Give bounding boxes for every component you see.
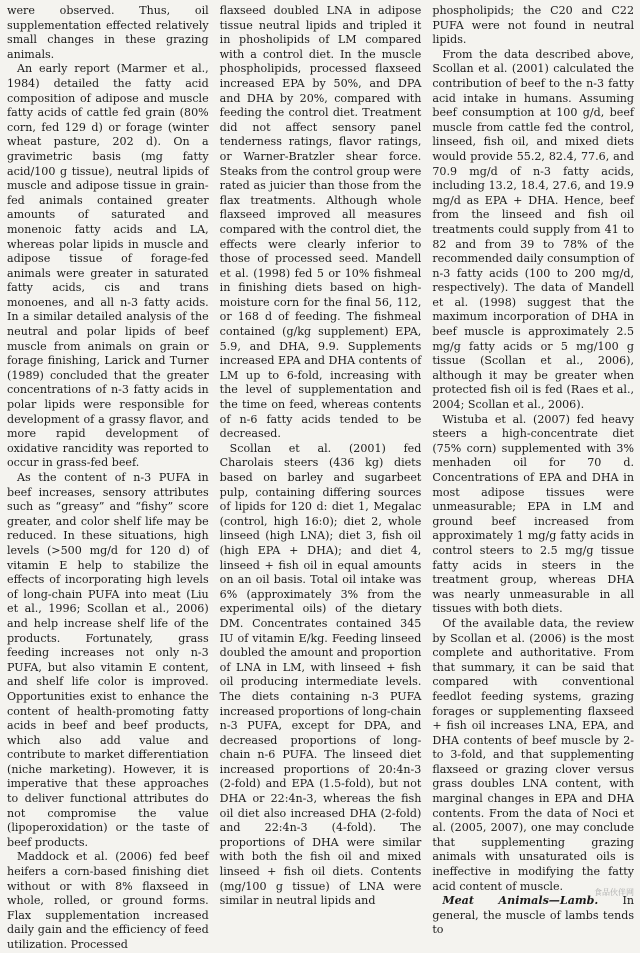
paragraph-text: In general, the muscle of lambs tends to xyxy=(432,894,635,937)
paragraph: As the content of n-3 PUFA in beef increases, sensory attributes such as “greasy” and “fishy” score greater, and color shelf life may be reduced. In these situations, high levels (>500 mg/d for 120 d) of vitamin E help to stabilize the effects of incorporating high levels of long-chain PUFA into meat (Liu et al., 1996; Scollan et al., 2006) and help increase shelf life of the products. Fortunately, grass feeding increases not only n-3 PUFA, but also vitamin E content, and shelf life color is improved. Opportunities exist to enhance the content of health-promoting fatty acids in beef and beef products, which also add value and contribute to market differentiation (niche marketing). However, it is imperative that these approaches to deliver functional attributes do not compromise the value (lipoperoxidation) or the taste of beef products. xyxy=(7,471,209,849)
section-paragraph xyxy=(432,894,634,938)
paragraph: Of the available data, the review by Scollan et al. (2006) is the most complete and authoritative. From that summary, it can be said that compared with conventional feedlot feeding systems, grazing forages or supplementing flaxseed + fish oil increases LNA, EPA, and DHA contents of beef muscle by 2- to 3-fold, and that supplementing flaxseed or grazing clover versus grass doubles LNA content, with marginal changes in EPA and DHA contents. From the data of Noci et al. (2005, 2007), one may conclude that supplementing grazing animals with unsaturated oils is ineffective in modifying the fatty acid content of muscle. xyxy=(432,616,635,893)
paragraph: Maddock et al. (2006) fed beef heifers a corn-based finishing diet without or with 8% flaxseed in whole, rolled, or ground forms. Flax supplementation increased daily gain and the efficiency of feed utilization. Processed xyxy=(7,850,209,951)
paragraph: Scollan et al. (2001) fed Charolais steers (436 kg) diets based on barley and sugarbeet pulp, containing differing sources of lipids for 120 d: diet 1, Megalac (control, high 16:0); diet 2, whole linseed (high LNA); diet 3, fish oil (high EPA + DHA); and diet 4, linseed + fish oil in equal amounts on an oil basis. Total oil intake was 6% (approximately 3% from the experimental oils) of the dietary DM. Concentrates contained 345 IU of vitamin E/kg. Feeding linseed doubled the amount and proportion of LNA in LM, with linseed + fish oil producing intermediate levels. The diets containing n-3 PUFA increased proportions of long-chain n-3 PUFA, except for DPA, and decreased proportions of long-chain n-6 PUFA. The linseed diet increased proportions of 20:4n-3 (2-fold) and EPA (1.5-fold), but not DHA or 22:4n-3, whereas the fish oil diet also increased DHA (2-fold) and 22:4n-3 (4-fold). The proportions of DHA were similar with both the fish oil and mixed linseed + fish oil diets. Contents (mg/100 g tissue) of LNA were similar in neutral lipids and xyxy=(219,441,422,908)
text-column-3 xyxy=(432,4,635,937)
text-column-2 xyxy=(219,4,422,908)
paragraph: From the data described above, Scollan et al. (2001) calculated the contribution of beef to the n-3 fatty acid intake in humans. Assuming beef consumption at 100 g/d, beef muscle from cattle fed the control, linseed, fish oil, and mixed diets would provide 55.2, 82.4, 77.6, and 70.9 mg/d of n-3 fatty acids, including 13.2, 18.4, 27.6, and 19.9 mg/d as EPA + DHA. Hence, beef from the linseed and fish oil treatments could supply from 41 to 82 and from 39 to 78% of the recommended daily consumption of n-3 fatty acids (100 to 200 mg/d, respectively). The data of Mandell et al. (1998) suggest that the maximum incorporation of DHA in beef muscle is approximately 2.5 mg/g fatty acids or 5 mg/100 g tissue (Scollan et al., 2006), although it may be greater when protected fish oil is fed (Raes et al., 2004; Scollan et al., 2006). xyxy=(432,47,635,412)
paragraph: phospholipids; the C20 and C22 PUFA were not found in neutral lipids. xyxy=(432,4,635,47)
text-column-1 xyxy=(7,4,209,951)
paragraph: were observed. Thus, oil supplementation effected relatively small changes in these grazing animals. xyxy=(7,4,209,61)
watermark: 食品伙伴网 xyxy=(594,888,634,897)
paragraph: flaxseed doubled LNA in adipose tissue neutral lipids and tripled it in phosholipids of LM compared with a control diet. In the muscle phospholipids, processed flaxseed increased EPA by 50%, and DPA and DHA by 20%, compared with feeding the control diet. Treatment did not affect sensory panel tenderness ratings, flavor ratings, or Warner-Bratzler shear force. Steaks from the control group were rated as juicier than those from the flax treatments. Although whole flaxseed improved all measures compared with the control diet, the effects were clearly inferior to those of processed seed. Mandell et al. (1998) fed 5 or 10% fishmeal in finishing diets based on high-moisture corn for the final 56, 112, or 168 d of feeding. The fishmeal contained (g/kg supplement) EPA, 5.9, and DHA, 9.9. Supplements increased EPA and DHA contents of LM up to 6-fold, increasing with the level of supplementation and the time on feed, whereas contents of n-6 fatty acids tended to be decreased. xyxy=(219,4,422,441)
run-in-heading: Meat Animals—Lamb. xyxy=(442,894,599,908)
paragraph: An early report (Marmer et al., 1984) detailed the fatty acid composition of adipose and muscle fatty acids of cattle fed grain (80% corn, fed 129 d) or forage (winter wheat pasture, 202 d). On a gravimetric basis (mg fatty acid/100 g tissue), neutral lipids of muscle and adipose tissue in grain-fed animals contained greater amounts of saturated and monenoic fatty acids and LA, whereas polar lipids in muscle and adipose tissue of forage-fed animals were greater in saturated fatty acids, cis and trans monoenes, and all n-3 fatty acids. In a similar detailed analysis of the neutral and polar lipids of beef muscle from animals on grain or forage finishing, Larick and Turner (1989) concluded that the greater concentrations of n-3 fatty acids in polar lipids were responsible for development of a grassy flavor, and more rapid development of oxidative rancidity was reported to occur in grass-fed beef. xyxy=(7,62,209,470)
paragraph: Wistuba et al. (2007) fed heavy steers a high-concentrate diet (75% corn) supplemented with 3% menhaden oil for 70 d. Concentrations of EPA and DHA in most adipose tissues were unmeasurable; EPA in LM and ground beef increased from approximately 1 mg/g fatty acids in control steers to 2.5 mg/g tissue fatty acids in steers in the treatment group, whereas DHA was nearly unmeasurable in all tissues with both diets. xyxy=(432,412,635,616)
